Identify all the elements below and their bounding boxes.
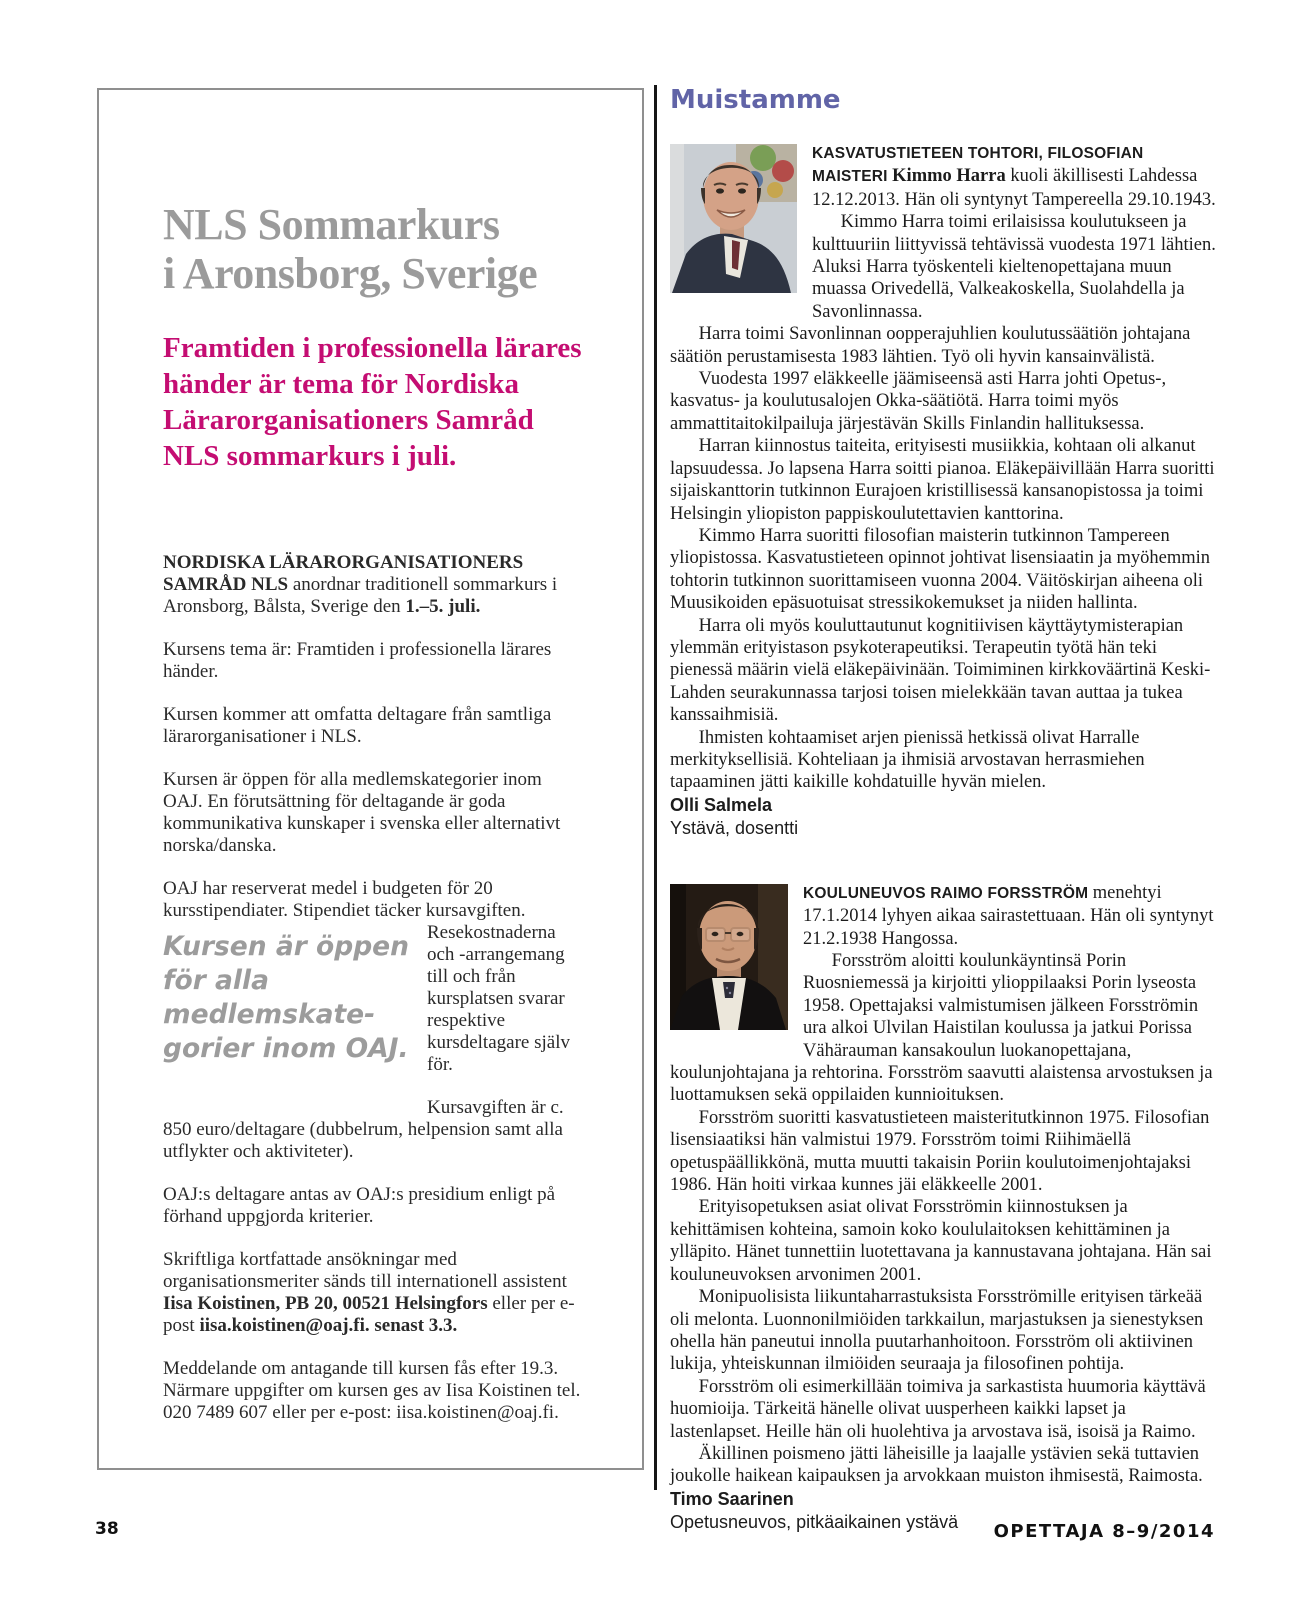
obituary-lead-title: KASVATUSTIETEEN TOHTORI, FILOSOFIAN MAISTERI bbox=[812, 145, 1144, 186]
paragraph: Skriftliga kortfattade ansökningar med organisationsmeriter sänds till internationell assistent Iisa Koistinen, PB 20, 00521 Helsingfors eller per e-post iisa.koistinen@oaj.fi. senast 3.3. bbox=[163, 1249, 575, 1336]
kimmo-harra-portrait-photo bbox=[670, 144, 797, 293]
obituary-kimmo-harra bbox=[670, 142, 1216, 840]
obituary-paragraphs bbox=[670, 950, 1216, 1488]
paragraph: Vuodesta 1997 eläkkeelle jäämiseensä asti Harra johti Opetus-, kasvatus- ja koulutusalojen Okka-säätiötä. Harra toimi myös ammattitaitokilpailuja järjestävän Skills Finlandin hallituksessa. bbox=[670, 369, 1167, 434]
section-heading: Muistamme bbox=[670, 85, 841, 115]
announcement-paragraphs-bottom bbox=[163, 1097, 582, 1424]
paragraph: Kursen är öppen för alla medlemskategorier inom OAJ. En förutsättning för deltagande är goda kommunikativa kunskaper i svenska eller alternativt norska/danska. bbox=[163, 769, 561, 856]
obituaries-column bbox=[670, 85, 1216, 1534]
paragraph bbox=[163, 878, 582, 1076]
signature-name: Olli Salmela bbox=[670, 794, 773, 815]
paragraph: Kimmo Harra toimi erilaisissa koulutukseen ja kulttuuriin liittyvissä tehtävissä vuodesta 1971 lähtien. Aluksi Harra työskenteli kieltenopettajana muun muassa Orivedellä, Valkeakoskella, Suolahdella ja Savonlinnassa. bbox=[812, 212, 1216, 322]
paragraph: Kursavgiften är c. 850 euro/deltagare (dubbelrum, helpension samt alla utflykter och aktiviteter). bbox=[163, 1097, 564, 1162]
obituary-lead-text: kuoli äkillisesti Lahdessa 12.12.2013. Hän oli syntynyt Tampereella 29.10.1943. bbox=[812, 166, 1216, 210]
magazine-issue-label: OPETTAJA 8–9/2014 bbox=[993, 1521, 1215, 1542]
paragraph: NORDISKA LÄRARORGANISATIONERS SAMRÅD NLS anordnar traditionell sommarkurs i Aronsborg, Bålsta, Sverige den 1.–5. juli. bbox=[163, 552, 558, 617]
paragraph: Monipuolisista liikuntaharrastuksista Forsströmille erityisen tärkeää oli melonta. Luonnonilmiöiden tarkkailun, marjastuksen ja sienestyksen ohella hän paneutui innolla puutarhanhoitoon. Forsström oli aktiivinen lukija, yhteiskunnan ilmiöiden seuraaja ja filosofinen pohtija. bbox=[670, 1287, 1204, 1375]
signature-title: Opetusneuvos, pitkäaikainen ystävä bbox=[670, 1511, 959, 1532]
paragraph: Kursen kommer att omfatta deltagare från samtliga lärarorganisationer i NLS. bbox=[163, 704, 552, 747]
announcement-title-line1: NLS Sommarkurs bbox=[163, 200, 500, 249]
paragraph: Meddelande om antagande till kursen fås efter 19.3. Närmare uppgifter om kursen ges av Iisa Koistinen tel. 020 7489 607 eller per e-post: iisa.koistinen@oaj.fi. bbox=[163, 1358, 581, 1423]
paragraph: Forsström aloitti koulunkäyntinsä Porin Ruosniemessä ja kirjoitti ylioppilaaksi Porin lyseosta 1958. Opettajaksi valmistumisen jälkeen Forsströmin ura alkoi Ulvilan Haistilan koulussa ja jatkui Porissa Vähärauman kansakoulun luokanopettajana, koulunjohtajana ja rehtorina. Forsström saavutti alaistensa arvostuksen ja luottamuksen sekä oppilaiden kunnioituksen. bbox=[670, 951, 1213, 1106]
column-divider-rule bbox=[654, 85, 657, 1490]
obituary-signature bbox=[670, 794, 1216, 840]
paragraph: Ihmisten kohtaamiset arjen pienissä hetkissä olivat Harralle merkityksellisiä. Kohteliaan ja ihmisiä arvostavan herrasmiehen tapaaminen jätti kaikille kohdatuille hyvän mielen. bbox=[670, 727, 1145, 793]
paragraph: OAJ:s deltagare antas av OAJ:s presidium enligt på förhand uppgjorda kriterier. bbox=[163, 1184, 556, 1227]
paragraph: Forsström oli esimerkillään toimiva ja sarkastista huumoria käyttävä huomioija. Tärkeitä hänelle olivat uusperheen kaikki lapset ja lastenlapset. Heille hän oli huolehtiva ja arvostava isä, isoisä ja Raimo. bbox=[670, 1376, 1206, 1442]
announcement-title-line2: i Aronsborg, Sverige bbox=[163, 249, 538, 298]
paragraph: Harran kiinnostus taiteita, erityisesti musiikkia, kohtaan oli alkanut lapsuudessa. Jo lapsena Harra soitti pianoa. Eläkepäivillään Harra suoritti sijaiskanttorin tutkinnon Eurajoen kristillisessä kansanopistossa ja toimi Helsingin yliopiston pappiskoulutettavien kanttorina. bbox=[670, 436, 1215, 524]
paragraph: Forsström suoritti kasvatustieteen maisteritutkinnon 1975. Filosofian lisensiaatiksi hän valmistui 1979. Forsström toimi Riihimäellä opetuspäällikkönä, mutta muutti takaisin Poriin koulutoimenjohtajaksi 1986. Hän hoiti virkaa kunnes jäi eläkkeelle 2001. bbox=[670, 1107, 1210, 1196]
page-number: 38 bbox=[95, 1519, 119, 1539]
raimo-forsstrom-portrait-photo bbox=[670, 884, 788, 1030]
obituary-raimo-forsstrom bbox=[670, 882, 1216, 1534]
obituary-paragraphs bbox=[670, 211, 1216, 794]
paragraph: Harra toimi Savonlinnan oopperajuhlien koulutussäätiön johtajana säätiön perustamisesta 1983 lähtien. Työ oli hyvin kansainvälistä. bbox=[670, 324, 1191, 367]
signature-name: Timo Saarinen bbox=[670, 1488, 794, 1509]
announcement-paragraphs-top bbox=[163, 552, 582, 857]
paragraph: Äkillinen poismeno jätti läheisille ja laajalle ystävien sekä tuttavien joukolle haikean kaipauksen ja arvokkaan muiston ihmisestä, Raimosta. bbox=[670, 1443, 1203, 1487]
obituary-gap bbox=[670, 840, 1216, 882]
budget-text-after: och -arrangemang till och från kursplatsen svarar respektive kursdeltagare själv för. bbox=[427, 944, 570, 1075]
course-announcement-box bbox=[97, 88, 644, 1470]
signature-title: Ystävä, dosentti bbox=[670, 817, 799, 838]
obituary-lead-name: Kimmo Harra bbox=[892, 166, 1011, 187]
announcement-subtitle: Framtiden i professionella lärares händer är tema för Nordiska Lärarorganisationers Samråd NLS sommarkurs i juli. bbox=[163, 332, 582, 472]
budget-text-before: OAJ har reserverat medel i budgeten för 20 kursstipendiater. Stipendiet täcker kursavgiften. Resekostnaderna bbox=[163, 878, 556, 943]
announcement-body bbox=[163, 552, 582, 1424]
announcement-title bbox=[163, 200, 582, 298]
paragraph: Kursens tema är: Framtiden i professionella lärares händer. bbox=[163, 639, 552, 682]
obituary-lead-text: menehtyi 17.1.2014 lyhyen aikaa sairastettuaan. Hän oli syntynyt 21.2.1938 Hangossa. bbox=[803, 882, 1214, 949]
paragraph: Harra oli myös kouluttautunut kognitiivisen käyttäytymisterapian ylemmän erityistason psykoterapeutiksi. Terapeutin työtä hän teki pienessä määrin vielä eläkepäivinään. Toimiminen kirkkoväärtinä Keski-Lahden seurakunnassa tarjosi toisen mielekkään tavan auttaa ja tukea kanssaihmisiä. bbox=[670, 615, 1211, 726]
pull-quote: Kursen är öppen för alla medlemskategorier inom OAJ. bbox=[163, 931, 410, 1064]
paragraph: Erityisopetuksen asiat olivat Forsströmin kiinnostuksen ja kehittämisen kohteina, samoin koko koululaitoksen kehittäminen ja ylläpito. Hänet tunnettiin luotettavana ja kannustavana johtajana. Hän sai kouluneuvoksen arvonimen 2001. bbox=[670, 1197, 1212, 1285]
obituary-lead-title: KOULUNEUVOS RAIMO FORSSTRÖM bbox=[803, 884, 1093, 902]
paragraph: Kimmo Harra suoritti filosofian maisterin tutkinnon Tampereen yliopistossa. Kasvatustieteen opinnot johtivat lisensiaatin ja myöhemmin tohtorin tutkinnon suorittamiseen vuonna 2004. Väitöskirjan aiheena oli Muusikoiden epäsuotuisat stressikokemukset ja niiden hallinta. bbox=[670, 525, 1211, 614]
